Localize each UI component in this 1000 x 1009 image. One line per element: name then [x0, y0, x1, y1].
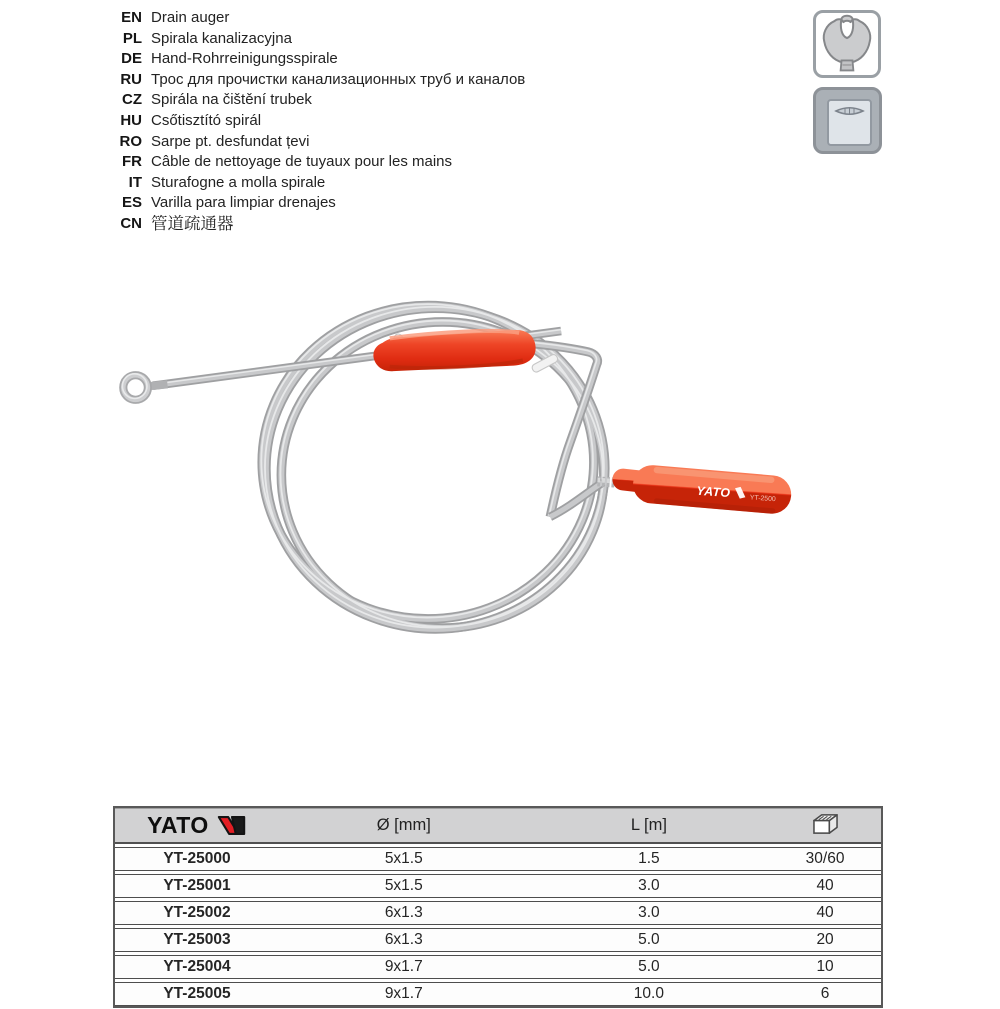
spec-table-header-row — [115, 808, 881, 844]
yato-logo-mark — [216, 814, 247, 837]
language-code: CN — [106, 214, 142, 235]
language-code: EN — [106, 8, 142, 29]
language-code: PL — [106, 29, 142, 50]
language-code: DE — [106, 49, 142, 70]
length-cell: 3.0 — [529, 901, 770, 925]
diameter-cell: 9x1.7 — [279, 955, 529, 979]
diameter-cell: 6x1.3 — [279, 901, 529, 925]
model-cell: YT-25005 — [115, 982, 279, 1006]
language-code: IT — [106, 173, 142, 194]
pack-cell: 40 — [769, 874, 881, 898]
brand-header-cell — [115, 808, 279, 844]
grip-handle-red — [622, 468, 784, 512]
pack-cell: 20 — [769, 928, 881, 952]
model-cell: YT-25004 — [115, 955, 279, 979]
yato-logo-text: YATO — [147, 812, 209, 839]
spec-table — [113, 806, 883, 1008]
diameter-cell: 6x1.3 — [279, 928, 529, 952]
language-text: 管道疏通器 — [151, 214, 234, 235]
length-cell: 10.0 — [529, 982, 770, 1006]
table-row — [115, 982, 881, 1006]
language-text: Spirala kanalizacyjna — [151, 29, 292, 50]
language-text: Трос для прочистки канализационных труб и каналов — [151, 70, 525, 91]
language-text: Hand-Rohrreinigungsspirale — [151, 49, 338, 70]
diameter-cell: 9x1.7 — [279, 982, 529, 1006]
handle-brand-text: YATO — [696, 484, 731, 500]
language-row — [106, 111, 525, 132]
spec-table-body — [115, 847, 881, 1006]
pack-column-header — [769, 808, 881, 844]
length-cell: 3.0 — [529, 874, 770, 898]
open-end-wrench-icon — [813, 10, 881, 78]
sliding-handle-red — [373, 330, 535, 371]
table-row — [115, 874, 881, 898]
language-code: FR — [106, 152, 142, 173]
diameter-cell: 5x1.5 — [279, 874, 529, 898]
product-photo-drain-auger — [80, 280, 900, 690]
language-code: RU — [106, 70, 142, 91]
language-text: Csőtisztító spirál — [151, 111, 261, 132]
language-code: CZ — [106, 90, 142, 111]
language-row — [106, 49, 525, 70]
language-text: Varilla para limpiar drenajes — [151, 193, 336, 214]
language-code: HU — [106, 111, 142, 132]
model-cell: YT-25003 — [115, 928, 279, 952]
diameter-column-header: Ø [mm] — [279, 808, 529, 844]
carton-box-icon — [811, 811, 840, 836]
pack-cell: 40 — [769, 901, 881, 925]
language-row — [106, 214, 525, 235]
pack-cell: 10 — [769, 955, 881, 979]
length-column-header: L [m] — [529, 808, 770, 844]
model-cell: YT-25000 — [115, 847, 279, 871]
language-row — [106, 173, 525, 194]
length-cell: 5.0 — [529, 928, 770, 952]
language-text: Sarpe pt. desfundat țevi — [151, 132, 309, 153]
weight-scale-icon — [813, 87, 882, 154]
table-row — [115, 955, 881, 979]
table-row — [115, 847, 881, 871]
length-cell: 1.5 — [529, 847, 770, 871]
diameter-cell: 5x1.5 — [279, 847, 529, 871]
handle-model-text: YT-2500 — [750, 494, 776, 503]
language-row — [106, 70, 525, 91]
language-row — [106, 152, 525, 173]
model-cell: YT-25002 — [115, 901, 279, 925]
language-row — [106, 90, 525, 111]
model-cell: YT-25001 — [115, 874, 279, 898]
language-row — [106, 8, 525, 29]
table-row — [115, 928, 881, 952]
auger-tip-loop — [122, 374, 167, 400]
pack-cell: 6 — [769, 982, 881, 1006]
pack-cell: 30/60 — [769, 847, 881, 871]
language-row — [106, 132, 525, 153]
language-text: Drain auger — [151, 8, 229, 29]
language-list — [106, 8, 525, 235]
language-text: Sturafogne a molla spirale — [151, 173, 325, 194]
scale-plate — [827, 99, 872, 146]
language-code: ES — [106, 193, 142, 214]
length-cell: 5.0 — [529, 955, 770, 979]
language-code: RO — [106, 132, 142, 153]
table-row — [115, 901, 881, 925]
language-text: Câble de nettoyage de tuyaux pour les mains — [151, 152, 452, 173]
language-row — [106, 29, 525, 50]
language-text: Spirála na čištění trubek — [151, 90, 312, 111]
language-row — [106, 193, 525, 214]
